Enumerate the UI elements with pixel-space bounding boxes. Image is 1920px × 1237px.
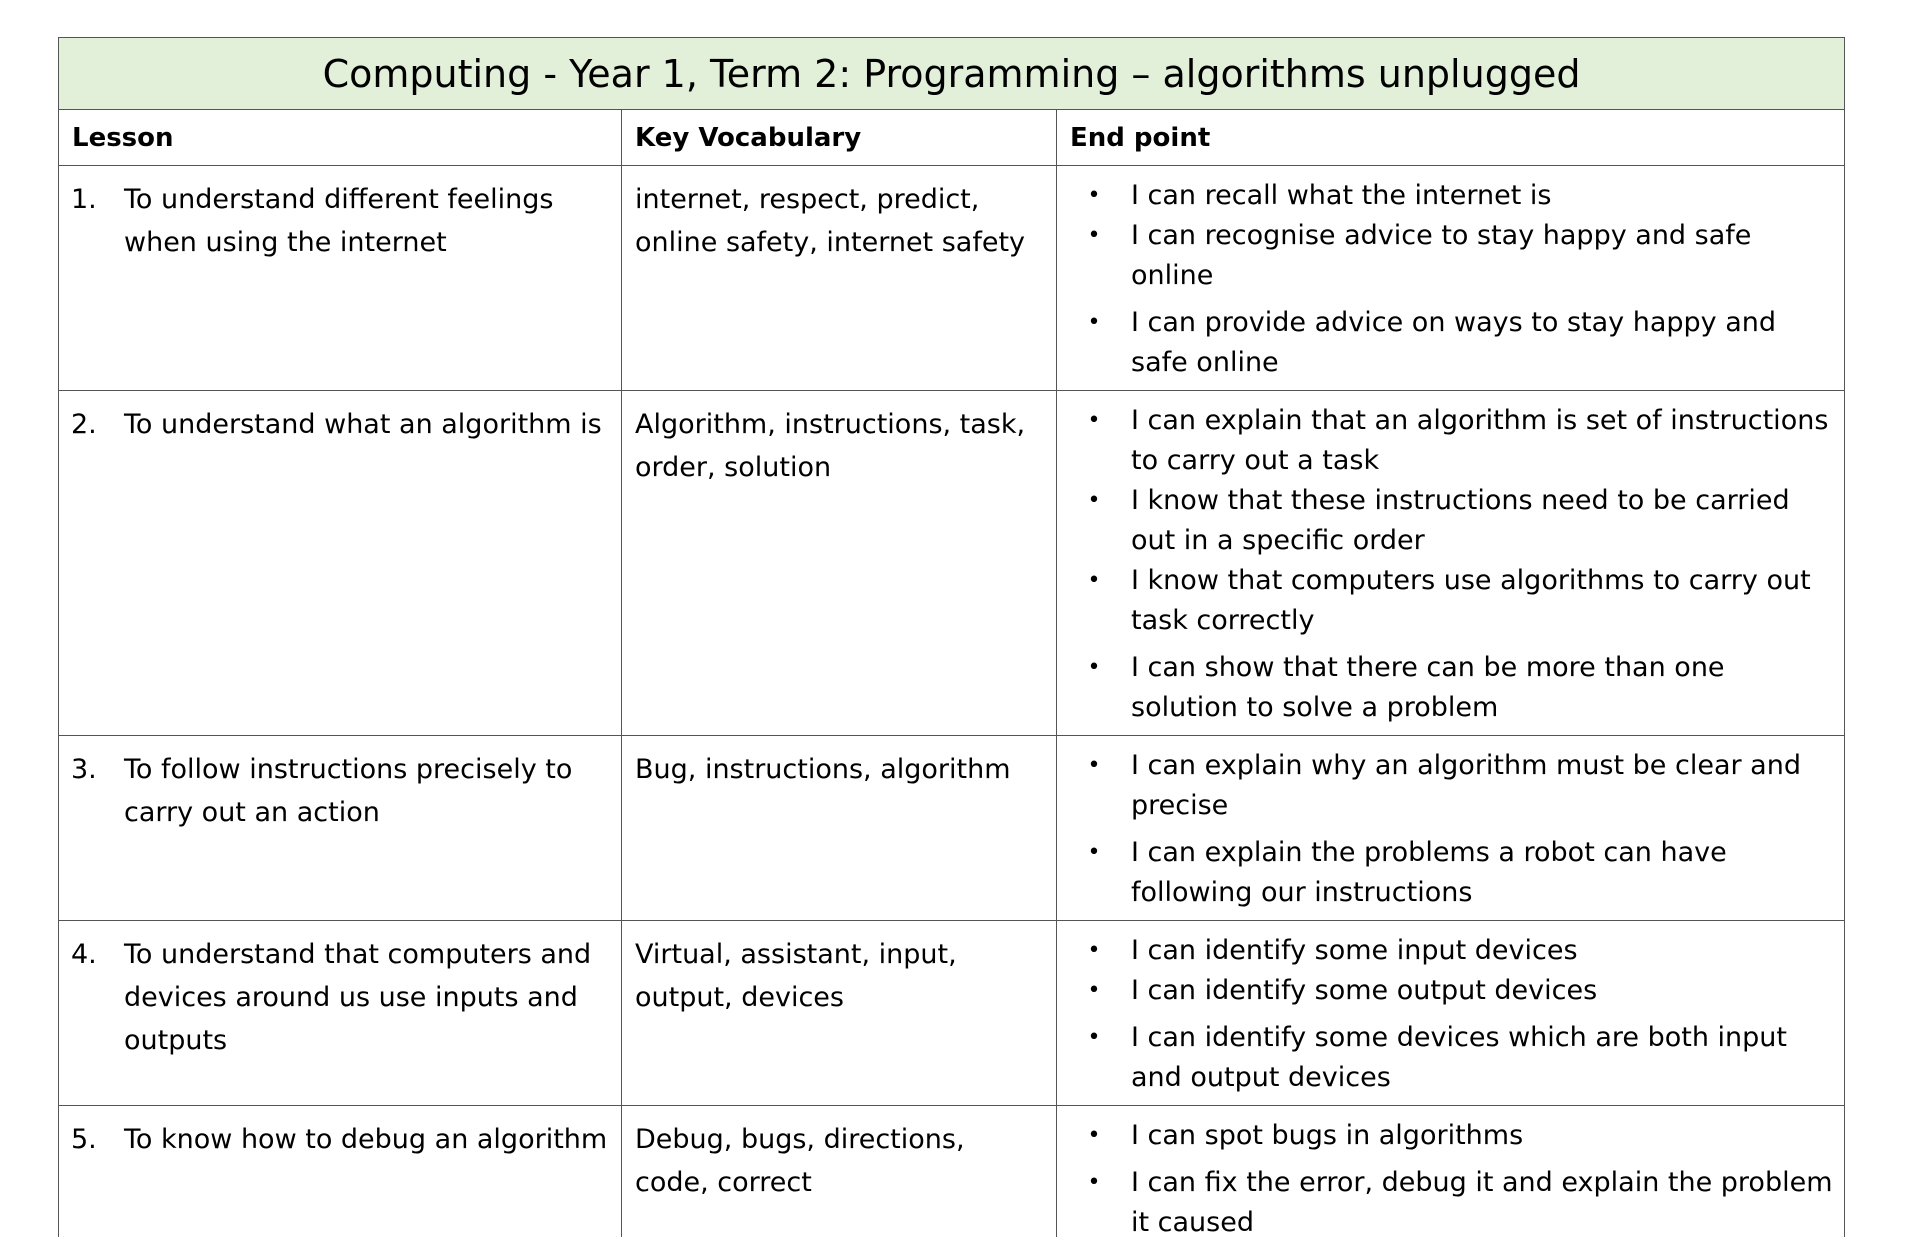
column-header-vocabulary: Key Vocabulary xyxy=(622,110,1057,166)
end-point-item: • I can identify some devices which are both input and output devices xyxy=(1057,1018,1834,1098)
lesson-objective: To understand what an algorithm is xyxy=(124,409,602,440)
end-point-item: • I can identify some input devices xyxy=(1057,931,1834,971)
vocabulary-cell: internet, respect, predict, online safety, internet safety xyxy=(622,166,1057,391)
end-point-list xyxy=(1057,746,1834,913)
end-point-item: • I can show that there can be more than one solution to solve a problem xyxy=(1057,648,1834,728)
bullet-icon: • xyxy=(1087,938,1101,963)
end-point-item: • I know that computers use algorithms to carry out task correctly xyxy=(1057,561,1834,641)
document-title: Computing - Year 1, Term 2: Programming – algorithms unplugged xyxy=(59,38,1845,110)
vocabulary-cell: Virtual, assistant, input, output, devices xyxy=(622,921,1057,1106)
lesson-objective: To understand different feelings when using the internet xyxy=(124,184,554,258)
lesson-objective: To know how to debug an algorithm xyxy=(124,1124,608,1155)
lesson-cell xyxy=(59,166,622,391)
end-point-list xyxy=(1057,931,1834,1098)
end-point-item: • I can spot bugs in algorithms xyxy=(1057,1116,1834,1156)
table-row xyxy=(59,391,1845,736)
end-point-item: • I can explain that an algorithm is set of instructions to carry out a task xyxy=(1057,401,1834,481)
title-row xyxy=(59,38,1845,110)
table-row xyxy=(59,736,1845,921)
vocabulary-cell: Debug, bugs, directions, code, correct xyxy=(622,1106,1057,1237)
lesson-number: 2. xyxy=(71,409,97,440)
end-point-cell xyxy=(1057,921,1845,1106)
curriculum-table xyxy=(58,37,1845,1237)
end-point-list xyxy=(1057,1116,1834,1237)
bullet-icon: • xyxy=(1087,753,1101,778)
end-point-item: • I can identify some output devices xyxy=(1057,971,1834,1011)
bullet-icon: • xyxy=(1087,568,1101,593)
end-point-cell xyxy=(1057,736,1845,921)
bullet-icon: • xyxy=(1087,408,1101,433)
column-header-lesson: Lesson xyxy=(59,110,622,166)
column-header-end-point: End point xyxy=(1057,110,1845,166)
bullet-icon: • xyxy=(1087,223,1101,248)
lesson-number: 3. xyxy=(71,754,97,785)
end-point-list xyxy=(1057,176,1834,383)
end-point-item: • I can explain why an algorithm must be clear and precise xyxy=(1057,746,1834,826)
bullet-icon: • xyxy=(1087,1025,1101,1050)
lesson-cell xyxy=(59,391,622,736)
bullet-icon: • xyxy=(1087,1170,1101,1195)
table-row xyxy=(59,921,1845,1106)
table-row xyxy=(59,166,1845,391)
lesson-objective: To follow instructions precisely to carry out an action xyxy=(124,754,573,828)
end-point-cell xyxy=(1057,1106,1845,1237)
bullet-icon: • xyxy=(1087,840,1101,865)
vocabulary-cell: Bug, instructions, algorithm xyxy=(622,736,1057,921)
end-point-item: • I can recall what the internet is xyxy=(1057,176,1834,216)
bullet-icon: • xyxy=(1087,488,1101,513)
end-point-list xyxy=(1057,401,1834,728)
lesson-number: 4. xyxy=(71,939,97,970)
end-point-cell xyxy=(1057,166,1845,391)
lesson-objective: To understand that computers and devices around us use inputs and outputs xyxy=(124,939,592,1056)
bullet-icon: • xyxy=(1087,310,1101,335)
bullet-icon: • xyxy=(1087,1123,1101,1148)
lesson-cell xyxy=(59,736,622,921)
lesson-cell xyxy=(59,921,622,1106)
end-point-item: • I can fix the error, debug it and explain the problem it caused xyxy=(1057,1163,1834,1237)
end-point-cell xyxy=(1057,391,1845,736)
table-row xyxy=(59,1106,1845,1237)
bullet-icon: • xyxy=(1087,183,1101,208)
header-row xyxy=(59,110,1845,166)
end-point-item: • I can recognise advice to stay happy and safe online xyxy=(1057,216,1834,296)
lesson-number: 1. xyxy=(71,184,97,215)
bullet-icon: • xyxy=(1087,655,1101,680)
end-point-item: • I can provide advice on ways to stay happy and safe online xyxy=(1057,303,1834,383)
end-point-item: • I can explain the problems a robot can have following our instructions xyxy=(1057,833,1834,913)
end-point-item: • I know that these instructions need to be carried out in a specific order xyxy=(1057,481,1834,561)
lesson-number: 5. xyxy=(71,1124,97,1155)
vocabulary-cell: Algorithm, instructions, task, order, solution xyxy=(622,391,1057,736)
bullet-icon: • xyxy=(1087,978,1101,1003)
lesson-cell xyxy=(59,1106,622,1237)
